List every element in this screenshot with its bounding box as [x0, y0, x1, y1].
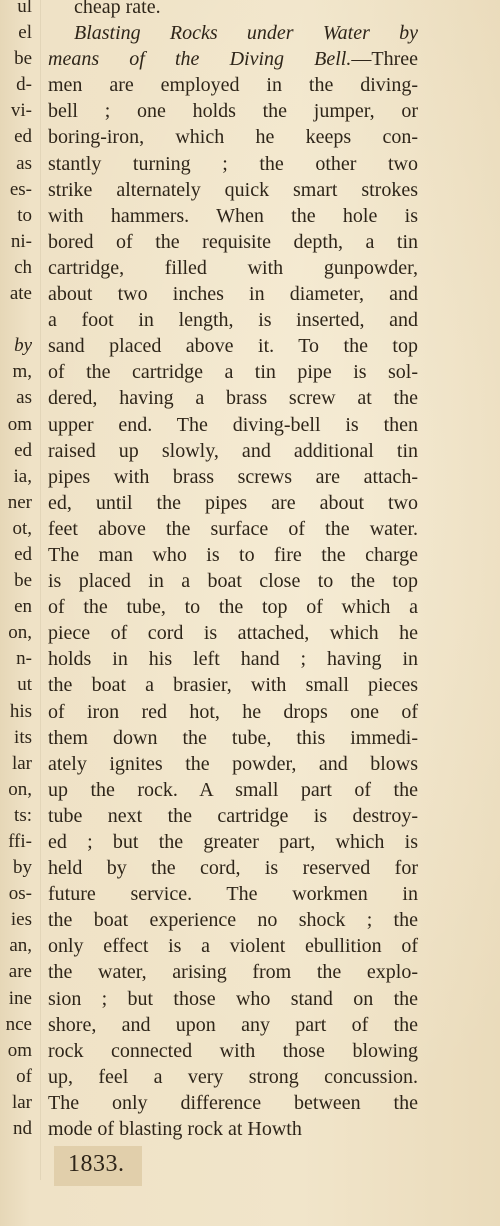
- left-fragment: ine: [8, 987, 32, 1009]
- left-fragment: his: [9, 700, 32, 722]
- left-fragment: m,: [12, 361, 32, 383]
- article-line: The only difference between the: [48, 1091, 418, 1114]
- article-line: a foot in length, is inserted, and: [48, 309, 418, 332]
- left-fragment: ies: [10, 909, 32, 931]
- article-line: stantly turning ; the other two: [48, 152, 418, 175]
- left-fragment: as: [16, 152, 32, 174]
- page-year: 1833.: [68, 1151, 125, 1177]
- article-line: ed, until the pipes are about two: [48, 491, 418, 514]
- article-line: shore, and upon any part of the: [48, 1013, 418, 1036]
- article-column: [48, 0, 418, 1142]
- article-line: dered, having a brass screw at the: [48, 387, 418, 410]
- article-line: The man who is to fire the charge: [48, 543, 418, 566]
- left-fragment: ts:: [14, 804, 32, 826]
- article-line: them down the tube, this immedi-: [48, 726, 418, 749]
- article-line: the water, arising from the explo-: [48, 961, 418, 984]
- article-line: ed ; but the greater part, which is: [48, 831, 418, 853]
- article-line: up the rock. A small part of the: [48, 778, 418, 801]
- left-fragment: its: [14, 726, 32, 748]
- left-fragment: [0, 307, 32, 333]
- gutter-line: [40, 0, 41, 1180]
- left-fragment: ate: [9, 283, 32, 305]
- left-fragment: om: [7, 413, 32, 435]
- left-fragment: ed: [14, 126, 32, 148]
- article-line: of the cartridge a tin pipe is sol-: [48, 361, 418, 384]
- article-line: about two inches in diameter, and: [48, 283, 418, 306]
- top-partial-line: [48, 0, 418, 20]
- article-line: tube next the cartridge is destroy-: [48, 804, 418, 827]
- left-fragment: by: [14, 335, 32, 357]
- article-title-italic: means of the Diving Bell.: [48, 48, 352, 71]
- article-line: strike alternately quick smart strokes: [48, 178, 418, 201]
- article-line: upper end. The diving-bell is then: [48, 413, 418, 436]
- left-fragment: on,: [8, 622, 32, 644]
- left-fragment: el: [18, 22, 32, 44]
- article-line: sion ; but those who stand on the: [48, 987, 418, 1010]
- left-fragment: to: [17, 204, 32, 226]
- left-fragment: ni-: [10, 230, 32, 252]
- left-fragment: os-: [8, 883, 32, 905]
- article-line: held by the cord, is reserved for: [48, 857, 418, 880]
- left-fragment: of: [16, 1065, 32, 1087]
- left-fragment: be: [14, 570, 32, 592]
- article-line: pipes with brass screws are attach-: [48, 465, 418, 488]
- left-fragment: be: [14, 48, 32, 70]
- article-line: sand placed above it. To the top: [48, 335, 418, 358]
- article-line: holds in his left hand ; having in: [48, 648, 418, 671]
- left-fragment: ul: [17, 0, 32, 17]
- article-line: of the tube, to the top of which a: [48, 596, 418, 619]
- article-line: boring-iron, which he keeps con-: [48, 126, 418, 149]
- article-line: cartridge, filled with gunpowder,: [48, 256, 418, 279]
- left-fragment: are: [8, 961, 32, 983]
- article-title-rest: —Three: [351, 48, 418, 71]
- left-fragment: es-: [9, 178, 32, 200]
- left-fragment: ner: [7, 491, 32, 513]
- article-line: men are employed in the diving-: [48, 74, 418, 97]
- left-fragment: ot,: [12, 517, 32, 539]
- top-partial-text: cheap rate.: [74, 0, 161, 18]
- left-fragment: en: [14, 596, 32, 618]
- left-fragment: d-: [16, 74, 32, 96]
- article-line: raised up slowly, and additional tin: [48, 439, 418, 462]
- article-line: piece of cord is attached, which he: [48, 622, 418, 645]
- article-line: up, feel a very strong concussion.: [48, 1065, 418, 1088]
- left-fragment: lar: [11, 1091, 32, 1113]
- article-line: rock connected with those blowing: [48, 1039, 418, 1062]
- left-fragment: ch: [14, 256, 32, 278]
- article-line: mode of blasting rock at Howth: [48, 1118, 302, 1141]
- article-line: feet above the surface of the water.: [48, 517, 418, 540]
- left-fragment: as: [16, 387, 32, 409]
- left-fragment: ed: [14, 439, 32, 461]
- left-fragment: nce: [5, 1013, 32, 1035]
- article-body: [48, 72, 418, 1142]
- left-fragment: vi-: [10, 100, 32, 122]
- article-line: future service. The workmen in: [48, 883, 418, 906]
- article-title-line-2: [48, 46, 418, 72]
- left-fragment: on,: [8, 778, 32, 800]
- article-line: the boat experience no shock ; the: [48, 909, 418, 932]
- article-line: is placed in a boat close to the top: [48, 570, 418, 593]
- article-line: bell ; one holds the jumper, or: [48, 100, 418, 123]
- left-fragment: lar: [11, 752, 32, 774]
- left-fragment: ffi-: [8, 831, 32, 852]
- article-line: the boat a brasier, with small pieces: [48, 674, 418, 697]
- left-fragment: nd: [13, 1118, 32, 1140]
- article-line: ately ignites the powder, and blows: [48, 752, 418, 775]
- article-title-line-1: Blasting Rocks under Water by: [74, 22, 418, 45]
- left-column-fragments: [0, 0, 32, 1142]
- article-line: only effect is a violent ebullition of: [48, 935, 418, 958]
- left-fragment: by: [13, 857, 32, 879]
- left-fragment: ia,: [13, 465, 32, 487]
- left-fragment: ut: [17, 674, 32, 696]
- left-fragment: an,: [9, 935, 32, 957]
- article-line: of iron red hot, he drops one of: [48, 700, 418, 723]
- article-line: with hammers. When the hole is: [48, 204, 418, 227]
- left-fragment: ed: [14, 543, 32, 565]
- left-fragment: n-: [16, 648, 32, 670]
- left-fragment: om: [7, 1039, 32, 1061]
- article-line: bored of the requisite depth, a tin: [48, 230, 418, 253]
